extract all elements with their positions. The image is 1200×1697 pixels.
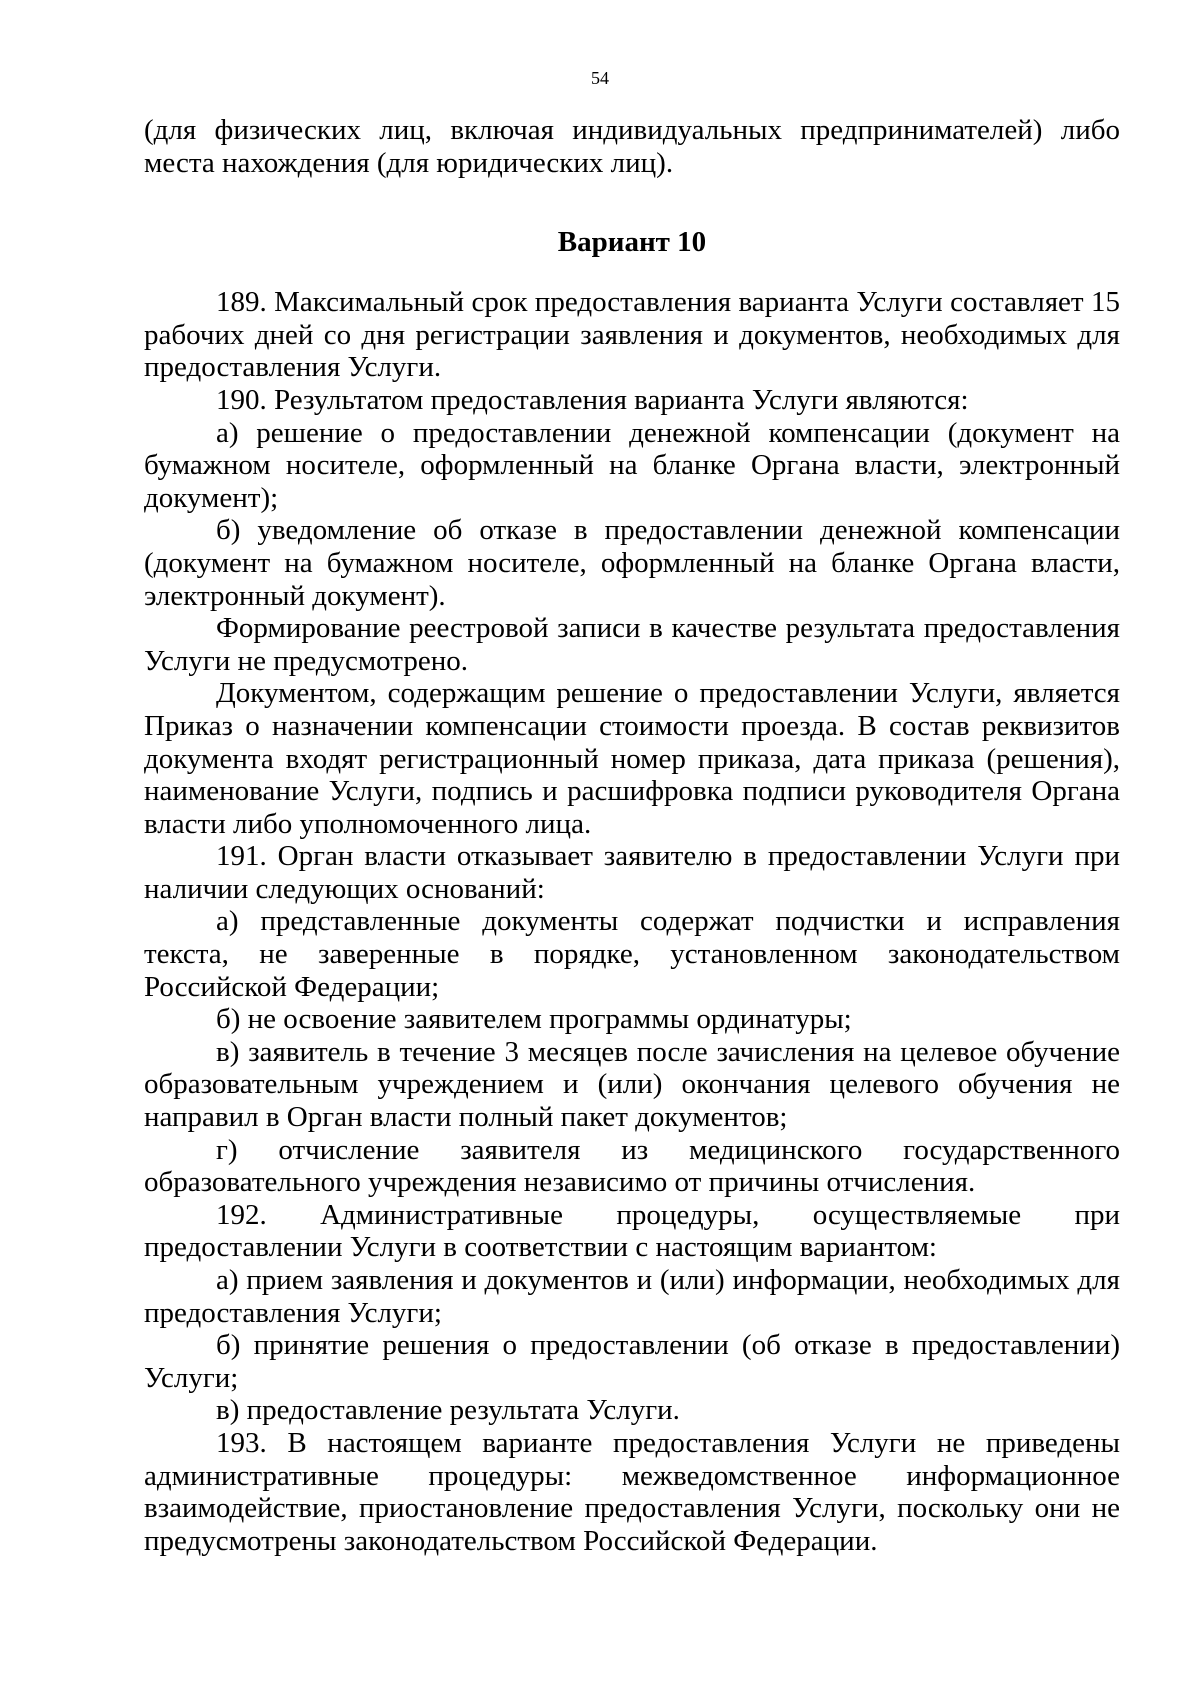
paragraph-decision-document: Документом, содержащим решение о предоставлении Услуги, является Приказ о назначении компенсации стоимости проезда. В состав реквизитов документа входят регистрационный номер приказа, дата приказа (решения), наименование Услуги, подпись и расшифровка подписи руководителя Органа власти либо уполномоченного лица.: [144, 677, 1120, 840]
paragraph-189: 189. Максимальный срок предоставления варианта Услуги составляет 15 рабочих дней со дня регистрации заявления и документов, необходимых для предоставления Услуги.: [144, 286, 1120, 384]
paragraph-190-a: а) решение о предоставлении денежной компенсации (документ на бумажном носителе, оформленный на бланке Органа власти, электронный документ);: [144, 416, 1120, 514]
paragraph-continuation: (для физических лиц, включая индивидуальных предпринимателей) либо места нахождения (для юридических лиц).: [144, 114, 1120, 179]
paragraph-193: 193. В настоящем варианте предоставления Услуги не приведены административные процедуры: межведомственное информационное взаимодействие, приостановление предоставления Услуги, поскольку они не предусмотрены законодательством Российской Федерации.: [144, 1426, 1120, 1557]
paragraph-192-v: в) предоставление результата Услуги.: [216, 1394, 680, 1427]
paragraph-191-v: в) заявитель в течение 3 месяцев после зачисления на целевое обучение образовательным учреждением и (или) окончания целевого обучения не направил в Орган власти полный пакет документов;: [144, 1035, 1120, 1134]
document-body: [144, 114, 1120, 1557]
page-number: 54: [591, 68, 609, 88]
paragraph-191: 191. Орган власти отказывает заявителю в предоставлении Услуги при наличии следующих оснований:: [144, 840, 1120, 905]
section-heading: Вариант 10: [557, 226, 707, 259]
paragraph-191-g: г) отчисление заявителя из медицинского государственного образовательного учреждения независимо от причины отчисления.: [144, 1133, 1120, 1199]
paragraph-192: 192. Административные процедуры, осуществляемые при предоставлении Услуги в соответствии с настоящим вариантом:: [144, 1198, 1120, 1264]
paragraph-190-b: б) уведомление об отказе в предоставлении денежной компенсации (документ на бумажном носителе, оформленный на бланке Органа власти, электронный документ).: [144, 514, 1120, 612]
paragraph-192-a: а) прием заявления и документов и (или) информации, необходимых для предоставления Услуги;: [144, 1264, 1120, 1329]
paragraph-registry-record: Формирование реестровой записи в качестве результата предоставления Услуги не предусмотрено.: [144, 612, 1120, 677]
paragraph-192-b: б) принятие решения о предоставлении (об отказе в предоставлении) Услуги;: [144, 1329, 1120, 1394]
paragraph-191-b: б) не освоение заявителем программы ординатуры;: [216, 1003, 852, 1036]
paragraph-190: 190. Результатом предоставления варианта Услуги являются:: [216, 383, 969, 416]
paragraph-191-a: а) представленные документы содержат подчистки и исправления текста, не заверенные в порядке, установленном законодательством Российской Федерации;: [144, 905, 1120, 1003]
